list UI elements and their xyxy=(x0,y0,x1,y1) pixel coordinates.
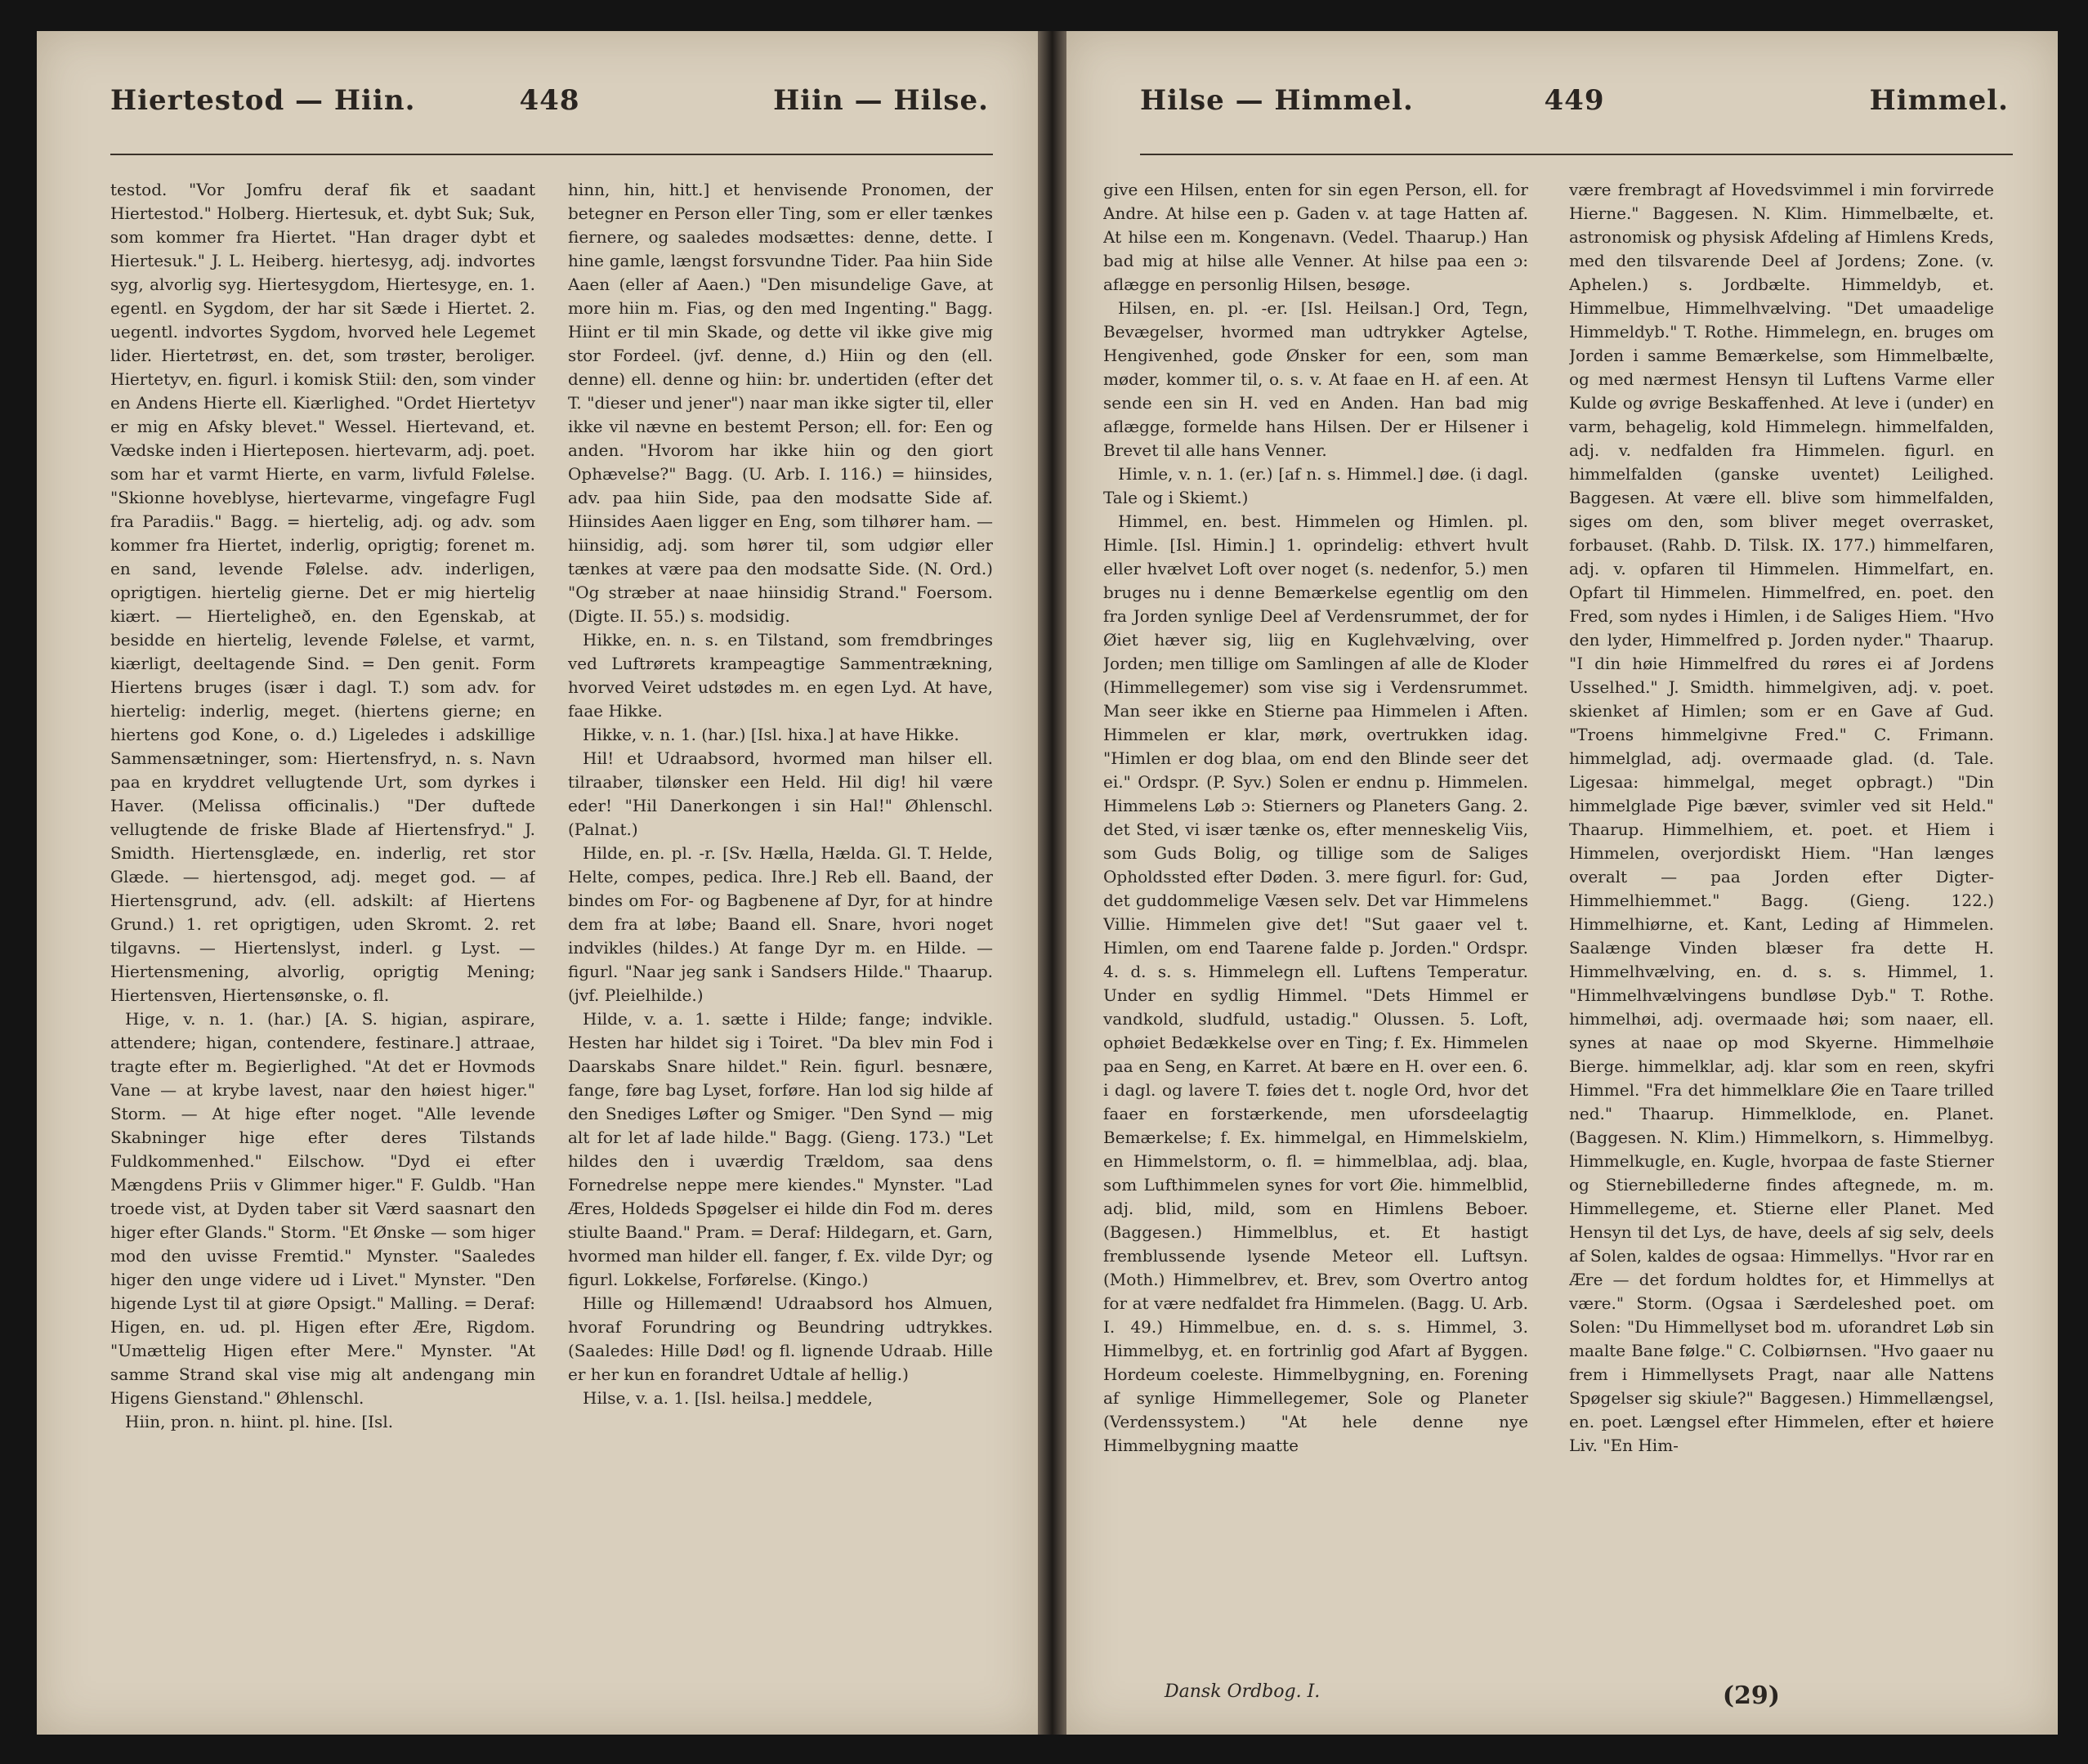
paragraph: Hilse, v. a. 1. [Isl. heilsa.] meddele, xyxy=(583,1388,873,1408)
paragraph: Himmel, en. best. Himmelen og Himlen. pl. Himle. [Isl. Himin.] 1. oprindelig: ethvert hvult eller hvælvet Loft over noget (s. nedenfor, 5.) men bruges nu i denne Bemærkelse egentlig om den fra Jorden synlige Deel af Verdensrummet, der for Øiet hæver sig, liig en Kuglehvælving, over Jorden; men tillige om Samlingen af alle de Kloder (Himmellegemer) som vise sig i Verdensrummet. Man seer ikke en Stierne paa Himmelen i Aften. Himmelen er klar, mørk, overtrukken idag. "Himlen er dog blaa, om end den Blinde seer det ei." Ordspr. (P. Syv.) Solen er endnu p. Himmelen. Himmelens Løb ɔ: Stierners og Planeters Gang. 2. det Sted, vi især tænke os, efter menneskelig Viis, som Guds Bolig, og tillige som de Saliges Opholdssted efter Døden. 3. mere figurl. for: Gud, det guddommelige Væsen selv. Det var Himmelens Villie. Himmelen give det! "Sut gaaer vel t. Himlen, om end Taarene falde p. Jorden." Ordspr. 4. d. s. s. Himmelegn ell. Luftens Temperatur. Under en sydlig Himmel. "Dets Himmel er vandkold, sludfuld, ustadig." Olussen. 5. Loft, ophøiet Bedækkelse over en Ting; f. Ex. Himmelen paa en Seng, en Karret. At bære en H. over een. 6. i dagl. og lavere T. føies det t. nogle Ord, hvor det faaer en forstærkende, men uforsdeelagtig Bemærkelse; f. Ex. himmelgal, en Himmelskielm, en Himmelstorm, o. fl. = himmelblaa, adj. blaa, som Lufthimmelen synes for vort Øie. himmelblid, adj. blid, mild, som en Himlens Beboer. (Baggesen.) Himmelblus, et. Et hastigt fremblussende lysende Meteor ell. Luftsyn. (Moth.) Himmelbrev, et. Brev, som Overtro antog for at være nedfaldet fra Himmelen. (Bagg. U. Arb. I. 49.) Himmelbue, en. d. s. s. Himmel, 3. Himmelbyg, et. en fortrinlig god Afart af Byggen. Hordeum coeleste. Himmelbygning, en. Forening af synlige Himmellegemer, Sole og Planeter (Verdenssystem.) "At hele denne nye Himmelbygning maatte xyxy=(1103,511,1528,1455)
signature-mark: Dansk Ordbog. I. xyxy=(1165,1681,1321,1702)
running-head xyxy=(110,84,989,133)
paragraph: Hige, v. n. 1. (har.) [A. S. higian, aspirare, attendere; higan, contendere, festinare.] attraae, tragte efter m. Begierlighed. "At det er Hovmods Vane — at krybe lavest, naar den høiest higer." Storm. — At hige efter noget. "Alle levende Skabninger hige efter deres Tilstands Fuldkommenhed." Eilschow. "Dyd ei efter Mængdens Priis v Glimmer higer." F. Guldb. "Han troede vist, at Dyden taber sit Værd saasnart den higer efter Glands." Storm. "Et Ønske — som higer mod den uvisse Fremtid." Mynster. "Saaledes higer den unge videre ud i Livet." Mynster. "Den higende Lyst til at giøre Opsigt." Malling. = Deraf: Higen, en. ud. pl. Higen efter Ære, Rigdom. "Umættelig Higen efter Mere." Mynster. "At samme Strand skal vise mig alt andengang min Higens Gienstand." Øhlenschl. xyxy=(110,1009,535,1408)
page-number: 448 xyxy=(519,84,580,117)
paragraph: Hilde, v. a. 1. sætte i Hilde; fange; indvikle. Hesten har hildet sig i Toiret. "Da blev min Fod i Daarskabs Snare hildet." Rein. figurl. besnære, fange, føre bag Lyset, forføre. Han lod sig hilde af den Snedigeѕ Løfter og Smiger. "Den Synd — mig alt for let af lade hilde." Bagg. (Gieng. 173.) "Let hildes den i uværdig Trældom, saa dens Fornedrelse neppe mere kiendes." Mynster. "Lad Æres, Holdeds Spøgelser ei hilde din Fod m. deres stiulte Baand." Pram. = Deraf: Hildegarn, et. Garn, hvormed man hilder ell. fanger, f. Ex. vilde Dyr; og figurl. Lokkelse, Forførelse. (Kingo.) xyxy=(568,1009,993,1289)
text-column xyxy=(110,178,535,1669)
paragraph: Hilde, en. pl. -r. [Sv. Hælla, Hælda. Gl. T. Helde, Helte, compes, pedica. Ihre.] Reb ell. Baand, der bindes om For- og Bagbenene af Dyr, for at hindre dem fra at løbe; Baand ell. Snare, hvori noget indvikles (hildes.) At fange Dyr m. en Hilde. — figurl. "Naar jeg sank i Sandsers Hilde." Thaarup. (jvf. Pleielhilde.) xyxy=(568,843,993,1005)
paragraph: Hilsen, en. pl. -er. [Isl. Heilsan.] Ord, Tegn, Bevægelser, hvormed man udtrykker Agtelse, Hengivenhed, gode Ønsker for een, som man møder, kommer til, o. s. v. At faae en H. af een. At sende een sin H. ved en Anden. Han bad mig aflægge, formelde hans Hilsen. Der er Hilsener i Brevet til alle hans Venner. xyxy=(1103,298,1528,460)
left-page xyxy=(37,31,1038,1735)
text-column xyxy=(1103,178,1528,1669)
book-gutter xyxy=(1038,31,1066,1735)
paragraph: Hiin, pron. n. hiint. pl. hine. [Isl. xyxy=(125,1412,394,1431)
paragraph: være frembragt af Hovedsvimmel i min forvirrede Hierne." Baggesen. N. Klim. Himmelbælte, et. astronomisk og physisk Afdeling af Himlens Kreds, med den tilsvarende Deel af Jordens; Zone. (v. Aphelen.) s. Jordbælte. Himmeldyb, et. Himmelbue, Himmelhvælving. "Det umaadelige Himmeldyb." T. Rothe. Himmelegn, en. bruges om Jorden i samme Bemærkelse, som Himmelbælte, og med nærmest Hensyn til Luftens Varme eller Kulde og øvrige Beskaffenhed. At leve i (under) en varm, behagelig, kold Himmelegn. himmelfalden, adj. v. nedfalden fra Himmelen. figurl. en himmelfalden (ganske uventet) Leilighed. Baggesen. At være ell. blive som himmelfalden, siges om den, som bliver meget overrasket, forbauset. (Rahb. D. Tilsk. IX. 177.) himmelfaren, adj. v. opfaren til Himmelen. Himmelfart, en. Opfart til Himmelen. Himmelfred, en. poet. den Fred, som nydes i Himlen, i de Saliges Hiem. "Hvo den lyder, Himmelfred p. Jorden nyder." Thaarup. "I din høie Himmelfred du røres ei af Jordens Usselhed." J. Smidth. himmelgiven, adj. v. poet. skienket af Himlen; som er en Gave af Gud. "Troens himmelgivne Fred." C. Frimann. himmelglad, adj. overmaade glad. (d. Tale. Ligesaa: himmelgal, meget opbragt.) "Din himmelglade Pige bæver, svimler ved sit Held." Thaarup. Himmelhiem, et. poet. et Hiem i Himmelen, overjordiskt Hiem. "Han længes overalt — paa Jorden efter Digter-Himmelhiemmet." Bagg. (Gieng. 122.) Himmelhiørne, et. Kant, Leding af Himmelen. Saalænge Vinden blæser fra dette H. Himmelhvælving, en. d. s. s. Himmel, 1. "Himmelhvælvingens bundløse Dyb." T. Rothe. himmelhøi, adj. overmaade høi; som naaer, ell. synes at naae op mod Skyerne. Himmelhøie Bierge. himmelklar, adj. klar som en reen, skyfri Himmel. "Fra det himmelklare Øie en Taare trilled ned." Thaarup. Himmelklode, en. Planet. (Baggesen. N. Klim.) Himmelkorn, s. Himmelbyg. Himmelkugle, en. Kugle, hvorpaa de faste Stierner og Stiernebillederne findes aftegnede, m. m. Himmellegeme, et. Stierne eller Planet. Med Hensyn til det Lys, de have, deels af sig selv, deels af Solen, kaldes de ogsaa: Himmellys. "Hvor rar en Ære — det fordum holdtes for, et Himmellys at være." Storm. (Ogsaa i Særdeleshed poet. om Solen: "Du Himmellyset bod m. uforandret Løb sin maalte Bane følge." C. Colbiørnsen. "Hvo gaaer nu frem i Himmellysets Pragt, naar alle Nattens Spøgelser sig skiule?" Baggesen.) Himmellængsel, en. poet. Længsel efter Himmelen, efter et høiere Liv. "En Him- xyxy=(1569,180,1994,1455)
text-column xyxy=(1569,178,1994,1669)
sheet-number: (29) xyxy=(1722,1681,1780,1710)
paragraph: Hikke, en. n. s. en Tilstand, som fremdbringes ved Luftrørets krampeagtige Sammentrækning, hvorved Veiret udstødes m. en egen Lyd. At have, faae Hikke. xyxy=(568,630,993,721)
right-page xyxy=(1066,31,2058,1735)
paragraph: Hil! et Udraabsord, hvormed man hilser ell. tilraaber, tilønsker een Held. Hil dig! hil være eder! "Hil Danerkongen i sin Hal!" Øhlenschl. (Palnat.) xyxy=(568,748,993,839)
paragraph: testod. "Vor Jomfru deraf fik et saadant Hiertestod." Holberg. Hiertesuk, et. dybt Suk; Suk, som kommer fra Hiertet. "Han drager dybt et Hiertesuk." J. L. Heiberg. hiertesyg, adj. indvortes syg, alvorlig syg. Hiertesygdom, Hiertesyge, en. 1. egentl. en Sygdom, der har sit Sæde i Hiertet. 2. uegentl. indvortes Sygdom, hvorved hele Legemet lider. Hiertetrøst, en. det, som trøster, beroliger. Hiertetyv, en. figurl. i komisk Stiil: den, som vinder en Andens Hierte ell. Kiærlighed. "Ordet Hiertetyv er mig en Afsky blevet." Wessel. Hiertevand, et. Vædske inden i Hierteposen. hiertevarm, adj. poet. som har et varmt Hierte, en varm, livfuld Følelse. "Skionne hoveblyse, hiertevarme, vingefagre Fugl fra Paradiis." Bagg. = hiertelig, adj. og adv. som kommer fra Hiertet, inderlig, oprigtig; forenet m. en sand, levende Følelse. adv. inderligen, oprigtigen. hiertelig gierne. Det er mig hiertelig kiært. — Hierteligheð, en. den Egenskab, at besidde en hiertelig, levende Følelse, et varmt, kiærligt, deeltagende Sind. = Den genit. Form Hiertens bruges (især i dagl. T.) som adv. for hiertelig: inderlig, meget. (hiertens gierne; en hiertens god Kone, o. d.) Ligeledes i adskillige Sammensætninger, som: Hiertensfryd, n. s. Navn paa en kryddret vellugtende Urt, som dyrkes i Haver. (Melissa officinalis.) "Der duftede vellugtende de friske Blade af Hiertensfryd." J. Smidth. Hiertensglæde, en. inderlig, ret stor Glæde. — hiertensgod, adj. meget god. — af Hiertensgrund, adv. (ell. adskilt: af Hiertens Grund.) 1. ret oprigtigen, uden Skromt. 2. ret tilgavns. — Hiertenslyst, inderl. g Lyst. — Hiertensmening, alvorlig, oprigtig Mening; Hiertensven, Hiertensønske, o. fl. xyxy=(110,180,535,1005)
page-number: 449 xyxy=(1544,84,1605,117)
paragraph: give een Hilsen, enten for sin egen Person, ell. for Andre. At hilse een p. Gaden v. at tage Hatten af. At hilse een m. Kongenavn. (Vedel. Thaarup.) Han bad mig at hilse alle Venner. At hilse paa een ɔ: aflægge en personlig Hilsen, besøge. xyxy=(1103,180,1528,294)
header-left-guide-word: Hilse — Himmel. xyxy=(1140,84,1414,117)
paragraph: Hille og Hillemænd! Udraabsord hos Almuen, hvoraf Forundring og Beundring udtrykkes. (Saaledes: Hille Død! og fl. lignende Udraab. Hille er her kun en forandret Udtale af hellig.) xyxy=(568,1293,993,1384)
header-right-guide-word: Himmel. xyxy=(1869,84,2009,117)
paragraph: Himle, v. n. 1. (er.) [af n. s. Himmel.] døe. (i dagl. Tale og i Skiemt.) xyxy=(1103,464,1528,507)
header-rule xyxy=(1140,154,2013,155)
header-right-guide-word: Hiin — Hilse. xyxy=(773,84,989,117)
paragraph: Hikke, v. n. 1. (har.) [Isl. hixa.] at have Hikke. xyxy=(583,725,959,744)
header-left-guide-word: Hiertestod — Hiin. xyxy=(110,84,416,117)
text-column xyxy=(568,178,993,1669)
running-head xyxy=(1140,84,2009,133)
header-rule xyxy=(110,154,993,155)
paragraph: hinn, hin, hitt.] et henvisende Pronomen, der betegner en Person eller Ting, som er eller tænkes fiernere, og saaledes modsættes: denne, dette. I hine gamle, længst forsvundne Tider. Paa hiin Side Aaen (eller af Aaen.) "Den misundelige Gave, at more hiin m. Fias, og den med Ingenting." Bagg. Hiint er til min Skade, og dette vil ikke give mig stor Fordeel. (jvf. denne, d.) Hiin og den (ell. denne) ell. denne og hiin: br. undertiden (efter det T. "dieser und jener") naar man ikke sigter til, eller ikke vil nævne en bestemt Person; ell. for: Een og anden. "Hvorom har ikke hiin og den giort Ophævelse?" Bagg. (U. Arb. I. 116.) = hiinsides, adv. paa hiin Side, paa den modsatte Side af. Hiinsides Aaen ligger en Eng, som tilhører ham. — hiinsidig, adj. som hører til, som udgiør eller tænkes at være paa den modsatte Side. (N. Ord.) "Og stræber at naae hiinsidig Strand." Foersom. (Digte. II. 55.) s. modsidig. xyxy=(568,180,993,626)
